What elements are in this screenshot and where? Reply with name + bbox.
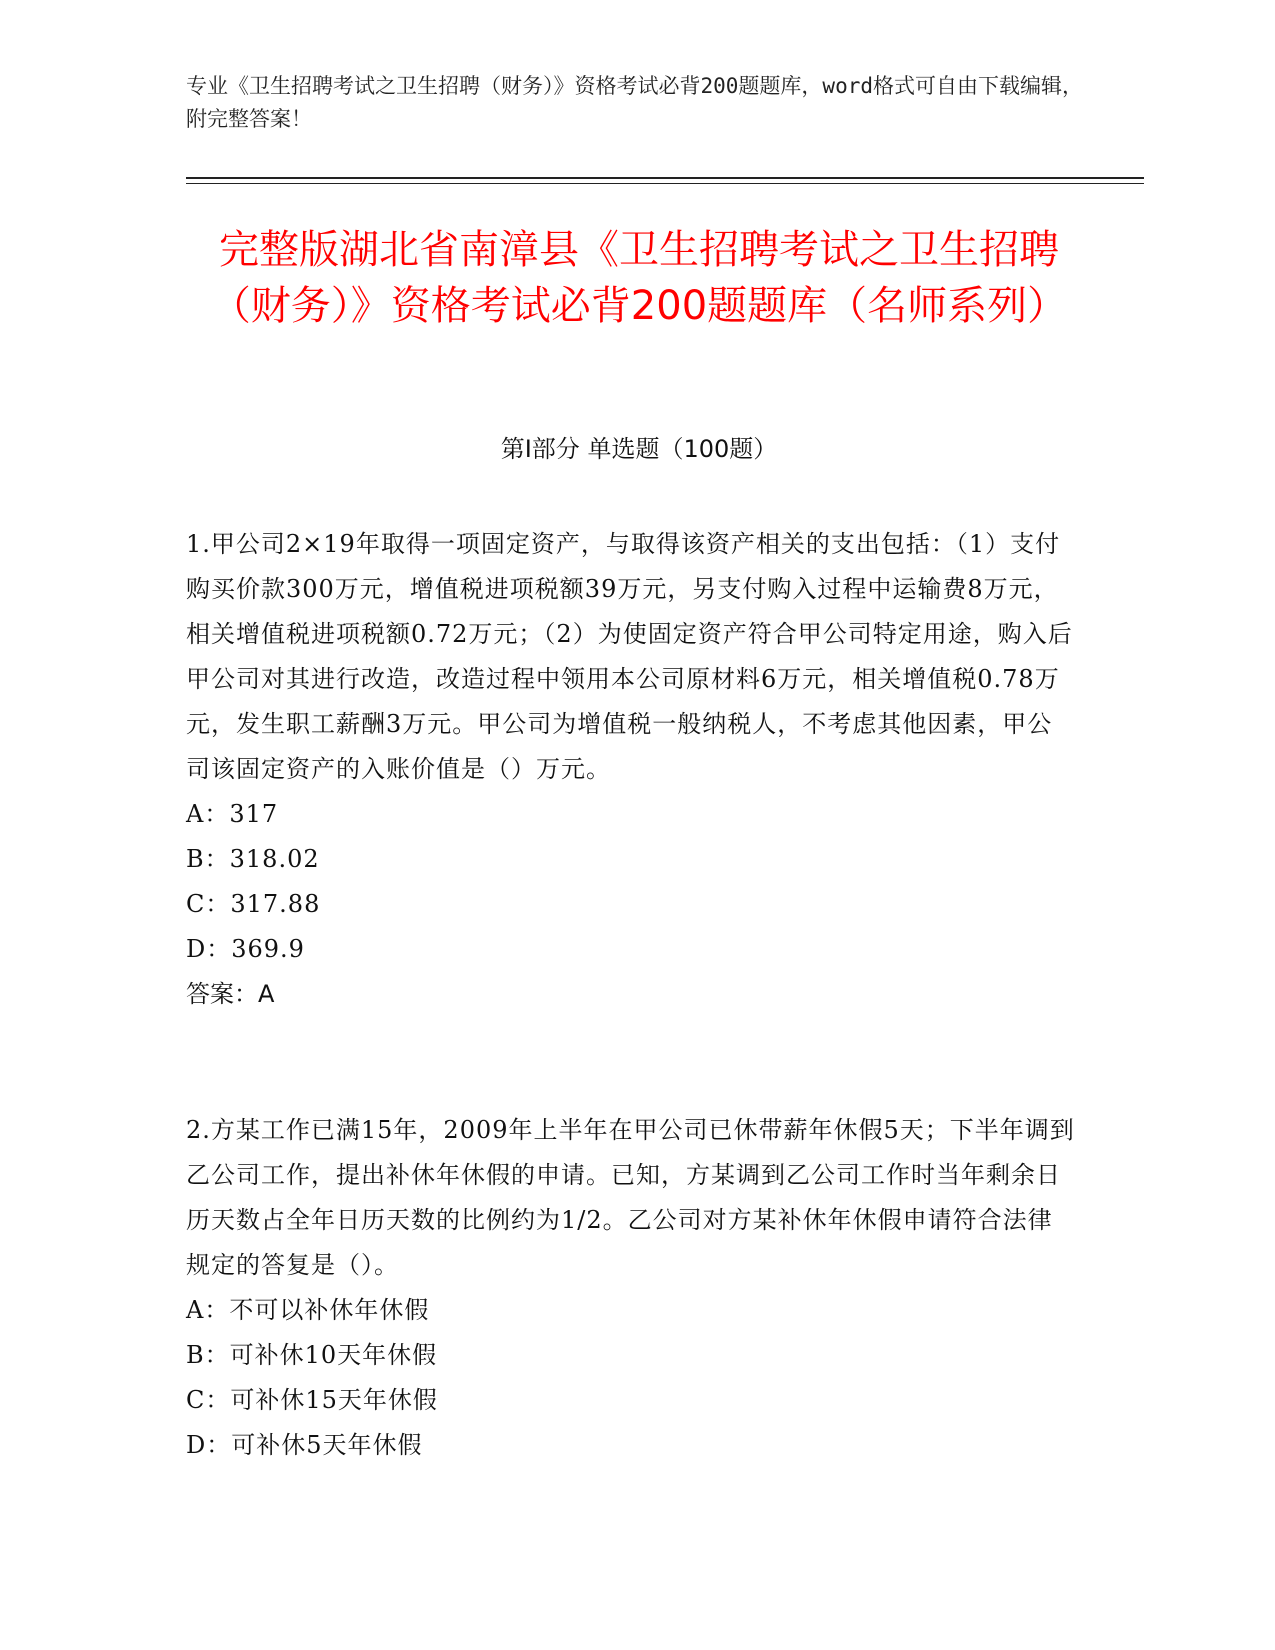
- option-a: A：不可以补休年休假: [186, 1296, 430, 1324]
- option-b: B：可补休10天年休假: [186, 1341, 438, 1369]
- question-stem: 1.甲公司2×19年取得一项固定资产，与取得该资产相关的支出包括：（1）支付购买价款300万元，增值税进项税额39万元，另支付购入过程中运输费8万元，相关增值税进项税额0.72万元；（2）为使固定资产符合甲公司特定用途，购入后甲公司对其进行改造，改造过程中领用本公司原材料6万元，相关增值税0.78万元，发生职工薪酬3万元。甲公司为增值税一般纳税人，不考虑其他因素，甲公司该固定资产的入账价值是（）万元。: [186, 530, 1073, 783]
- header-divider-thin: [186, 183, 1144, 184]
- option-c: C：可补休15天年休假: [186, 1386, 438, 1414]
- option-c: C：317.88: [186, 890, 321, 918]
- section-title: 第Ⅰ部分 单选题（100题）: [500, 435, 778, 463]
- question-2: [186, 1108, 1076, 1468]
- header-divider-thick: [186, 177, 1144, 179]
- option-d: D：369.9: [186, 935, 305, 963]
- option-a: A：317: [186, 800, 279, 828]
- answer: 答案：A: [186, 980, 275, 1008]
- document-title: 完整版湖北省南漳县《卫生招聘考试之卫生招聘（财务）》资格考试必背200题题库（名师系列）: [210, 227, 1068, 329]
- question-stem: 2.方某工作已满15年，2009年上半年在甲公司已休带薪年休假5天；下半年调到乙公司工作，提出补休年休假的申请。已知，方某调到乙公司工作时当年剩余日历天数占全年日历天数的比例约为1/2。乙公司对方某补休年休假申请符合法律规定的答复是（）。: [186, 1116, 1075, 1279]
- header-note: 专业《卫生招聘考试之卫生招聘（财务）》资格考试必背200题题库，word格式可自由下载编辑，附完整答案！: [186, 74, 1083, 131]
- question-1: [186, 522, 1076, 1017]
- option-b: B：318.02: [186, 845, 320, 873]
- option-d: D：可补休5天年休假: [186, 1431, 423, 1459]
